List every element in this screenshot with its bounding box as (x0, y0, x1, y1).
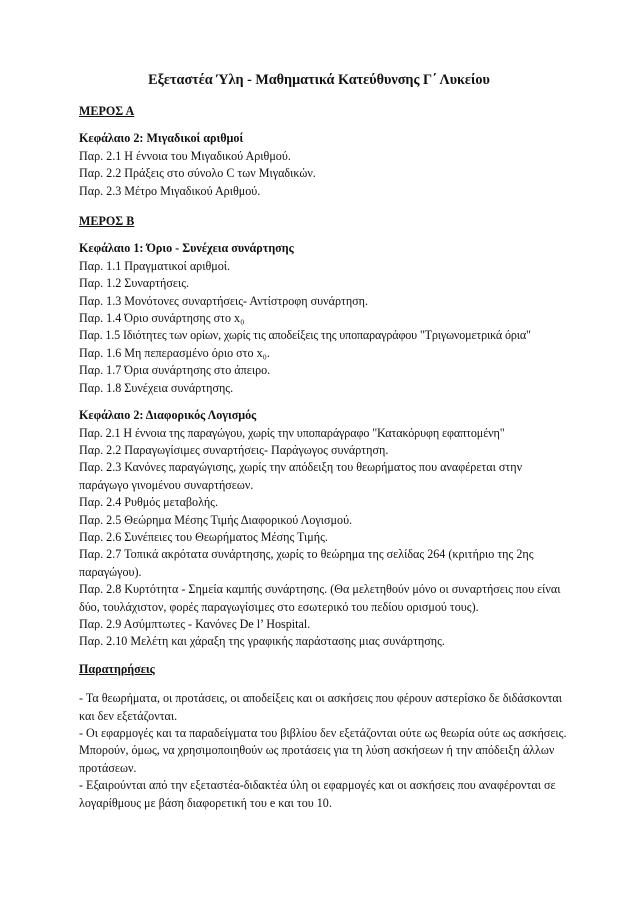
remarks-list (79, 690, 569, 812)
remark-item: - Τα θεωρήματα, οι προτάσεις, οι αποδείξεις και οι ασκήσεις που φέρουν αστερίσκο δε διδάσκονται και δεν εξετάζονται. (79, 691, 563, 723)
spacer (79, 200, 569, 213)
list-item: Παρ. 2.5 Θεώρημα Μέσης Τιμής Διαφορικού Λογισμού. (79, 512, 353, 527)
spacer (79, 230, 569, 240)
document-body (79, 103, 569, 812)
list-item: Παρ. 1.7 Όρια συνάρτησης στο άπειρο. (79, 363, 271, 378)
part-a-heading: ΜΕΡΟΣ Α (79, 104, 135, 118)
list-item: Παρ. 2.2 Παραγωγίσιμες συναρτήσεις- Παράγωγος συνάρτηση. (79, 442, 389, 457)
part-b-heading: ΜΕΡΟΣ Β (79, 214, 135, 229)
list-item: Παρ. 2.7 Τοπικά ακρότατα συνάρτησης, χωρίς το θεώρημα της σελίδας 264 (κριτήριο της 2ης παραγώγου). (79, 547, 534, 579)
list-item: Παρ. 1.1 Πραγματικοί αριθμοί. (79, 258, 231, 273)
remark-item: - Οι εφαρμογές και τα παραδείγματα του βιβλίου δεν εξετάζονται ούτε ως θεωρία ούτε ως ασκήσεις. Μπορούν, όμως, να χρησιμοποιηθούν ως προτάσεις για τη λύση ασκήσεων ή την απόδειξη άλλων προτάσεων. (79, 726, 567, 775)
list-item: Παρ. 2.1 Η έννοια του Μιγαδικού Αριθμού. (79, 148, 291, 163)
list-item: Παρ. 1.6 Μη πεπερασμένο όριο στο x₀. (79, 345, 270, 360)
spacer (79, 651, 569, 661)
document-title: Εξεταστέα Ύλη - Μαθηματικά Κατεύθυνσης Γ΄ Λυκείου (148, 72, 490, 88)
spacer (79, 397, 569, 407)
list-item: Παρ. 1.2 Συναρτήσεις. (79, 276, 190, 291)
list-item: Παρ. 2.10 Μελέτη και χάραξη της γραφικής παράστασης μιας συνάρτησης. (79, 634, 445, 649)
list-item: Παρ. 2.3 Μέτρο Μιγαδικού Αριθμού. (79, 183, 261, 198)
remarks-heading: Παρατηρήσεις (79, 661, 155, 676)
part-b-chapter2-title: Κεφάλαιο 2: Διαφορικός Λογισμός (79, 408, 257, 423)
list-item: Παρ. 1.3 Μονότονες συναρτήσεις- Αντίστροφη συνάρτηση. (79, 293, 369, 308)
list-item: Παρ. 2.1 Η έννοια της παραγώγου, χωρίς την υποπαράγραφο "Κατακόρυφη εφαπτομένη" (79, 425, 505, 440)
list-item: Παρ. 2.9 Ασύμπτωτες - Κανόνες De l’ Hospital. (79, 616, 311, 631)
list-item: Παρ. 1.4 Όριο συνάρτησης στο x₀ (79, 311, 245, 326)
remark-item: - Εξαιρούνται από την εξεταστέα-διδακτέα ύλη οι εφαρμογές και οι ασκήσεις που αναφέρονται σε λογαρίθμους με βάση διαφορετική του e και του 10. (79, 778, 556, 810)
list-item: Παρ. 2.2 Πράξεις στο σύνολο C των Μιγαδικών. (79, 166, 316, 181)
spacer (79, 120, 569, 130)
list-item: Παρ. 2.8 Κυρτότητα - Σημεία καμπής συνάρτησης. (Θα μελετηθούν μόνο οι συναρτήσεις που είναι δύο, τουλάχιστον, φορές παραγωγίσιμες στο εσωτερικό του πεδίου ορισμού τους). (79, 582, 561, 614)
part-b-chapter1-title: Κεφάλαιο 1: Όριο - Συνέχεια συνάρτησης (79, 241, 294, 256)
list-item: Παρ. 1.5 Ιδιότητες των ορίων, χωρίς τις αποδείξεις της υποπαραγράφου "Τριγωνομετρικά όρια" (79, 328, 531, 343)
list-item: Παρ. 2.4 Ρυθμός μεταβολής. (79, 495, 218, 510)
list-item: Παρ. 1.8 Συνέχεια συνάρτησης. (79, 380, 234, 395)
list-item: Παρ. 2.3 Κανόνες παραγώγισης, χωρίς την απόδειξη του θεωρήματος που αναφέρεται στην παράγωγο γινομένου συναρτήσεων. (79, 460, 523, 492)
list-item: Παρ. 2.6 Συνέπειες του Θεωρήματος Μέσης Τιμής. (79, 529, 328, 544)
part-a-chapter2-title: Κεφάλαιο 2: Μιγαδικοί αριθμοί (79, 131, 244, 146)
